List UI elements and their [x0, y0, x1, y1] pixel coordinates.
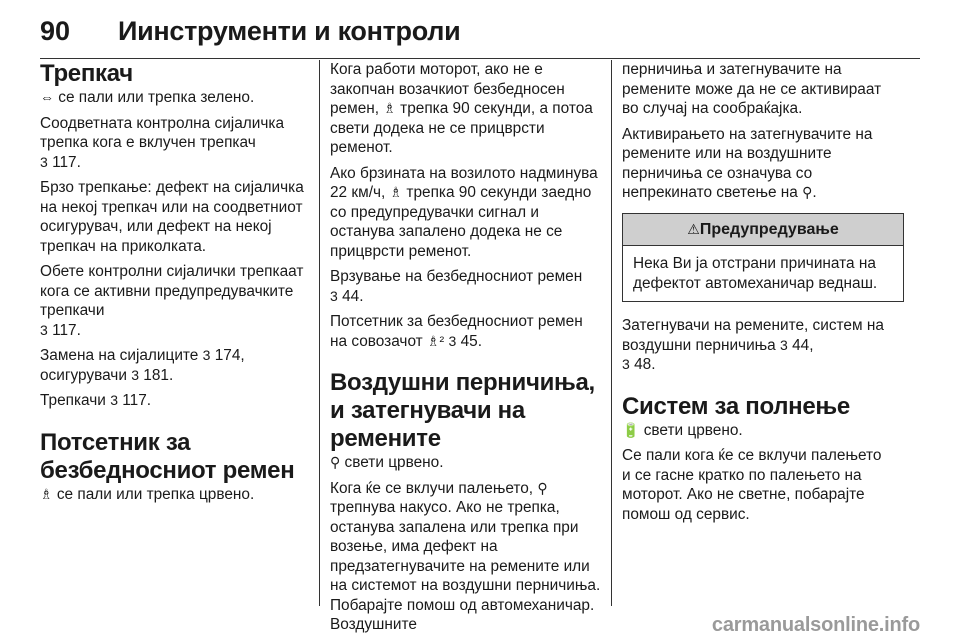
paragraph: ⇔ се пали или трепка зелено. — [40, 89, 255, 106]
reference-arrow-icon: 3 — [202, 347, 211, 363]
paragraph: 🔋 свети црвено. — [622, 421, 743, 439]
warning-triangle-icon: ⚠ — [687, 220, 700, 237]
page-reference[interactable]: 181. — [138, 366, 174, 384]
warning-box — [622, 213, 904, 303]
paragraph: Кога ќе се вклучи палењето, ⚲ трепнува накусо. Ако не трепка, останува запалена или трепка при возење, има дефект на предзатегнувачите на ремените или на системот на воздушни перничиња. Побарајте помош од автомеханичар. Воздушните — [330, 479, 601, 633]
paragraph: Соодветната контролна сијаличка трепка кога е вклучен трепкач 3 117. — [40, 114, 285, 171]
reference-arrow-icon: 3 — [40, 321, 48, 338]
reference-arrow-icon: 3 — [780, 336, 788, 353]
running-title: Иинструменти и контроли — [118, 16, 461, 46]
seatbelt-icon: ♗ — [389, 184, 403, 200]
page-reference[interactable]: 174, — [210, 347, 245, 364]
column-divider-2 — [611, 60, 612, 606]
paragraph: Затегнувачи на ремените, систем на воздушни перничиња 3 44, 3 48. — [622, 317, 884, 373]
paragraph: ♗ се пали или трепка црвено. — [40, 485, 255, 503]
header-divider — [40, 58, 920, 59]
reference-arrow-icon: 3 — [110, 392, 118, 408]
turn-signal-icon: ⇔ — [40, 89, 54, 105]
paragraph: Брзо трепкање: дефект на сијаличка на некој трепкач или на соодветниот осигурувач, или дефект на некој трепкач на приколката. — [40, 179, 304, 255]
section-title-charging-system: Систем за полнење — [622, 392, 850, 420]
paragraph: Обете контролни сијалички трепкаат кога се активни предупредувачките трепкачи 3 117. — [40, 263, 304, 339]
airbag-icon: ⚲ — [802, 184, 813, 200]
paragraph: Ако брзината на возилото надминува 22 км/ч, ♗ трепка 90 секунди заедно со предупредувачки сигнал и останува запалено додека не се прицврсти ременот. — [330, 164, 598, 260]
paragraph: Се пали кога ќе се вклучи палењето и се гасне кратко по палењето на моторот. Ако не светне, побарајте помош од сервис. — [622, 447, 882, 523]
page-reference[interactable]: 44, — [787, 336, 814, 354]
paragraph: ⚲ свети црвено. — [330, 454, 444, 471]
page-reference[interactable]: 45. — [456, 332, 482, 350]
page-reference[interactable]: 48. — [629, 356, 656, 373]
warning-text: Нека Ви ја отстрани причината на дефектот автомеханичар веднаш. — [633, 255, 878, 292]
paragraph: Замена на сијалиците 3 174, осигурувачи 3 181. — [40, 347, 245, 384]
page-number: 90 — [40, 16, 71, 46]
section-title-seatbelt-reminder: Потсетник за безбедносниот ремен — [40, 428, 295, 484]
column-3 — [622, 60, 894, 530]
column-divider-1 — [319, 60, 320, 606]
column-2 — [330, 60, 602, 641]
battery-icon: 🔋 — [622, 421, 640, 438]
seatbelt-icon: ♗ — [383, 100, 396, 116]
column-1 — [40, 60, 312, 510]
passenger-seatbelt-icon: ♗² — [427, 332, 445, 349]
reference-arrow-icon: 3 — [131, 366, 139, 383]
page-header — [40, 16, 460, 50]
paragraph: Активирањето на затегнувачите на ремените или на воздушните перничиња се означува со непрекинато светење на ⚲. — [622, 125, 873, 201]
seatbelt-icon: ♗ — [40, 485, 53, 502]
section-title-turn-signal: Трепкач — [40, 60, 133, 87]
page-reference[interactable]: 117. — [47, 321, 81, 339]
paragraph: Трепкачи 3 117. — [40, 392, 152, 409]
airbag-icon: ⚲ — [330, 454, 341, 470]
paragraph: перничиња и затегнувачите на ремените може да не се активираат во случај на сообраќајка. — [622, 61, 882, 117]
reference-arrow-icon: 3 — [622, 356, 630, 372]
page-reference[interactable]: 117. — [47, 153, 81, 171]
reference-arrow-icon: 3 — [40, 153, 48, 170]
paragraph: Врзување на безбедносниот ремен 3 44. — [330, 268, 583, 305]
page-reference[interactable]: 117. — [117, 392, 152, 409]
page-reference[interactable]: 44. — [337, 287, 364, 305]
reference-arrow-icon: 3 — [448, 332, 457, 349]
paragraph: Кога работи моторот, ако не е закопчан возачкиот безбедносен ремен, ♗ трепка 90 секунди, а потоа свети додека не се прицврсти ременот. — [330, 61, 593, 156]
section-title-airbags: Воздушни перничиња, и затегнувачи на ремените — [330, 369, 595, 452]
warning-header: ⚠Предупредување — [623, 214, 903, 247]
paragraph: Потсетник за безбедносниот ремен на совозачот ♗² 3 45. — [330, 313, 583, 350]
airbag-icon: ⚲ — [537, 479, 548, 496]
watermark: carmanualsonline.info — [711, 614, 920, 636]
reference-arrow-icon: 3 — [330, 287, 338, 304]
